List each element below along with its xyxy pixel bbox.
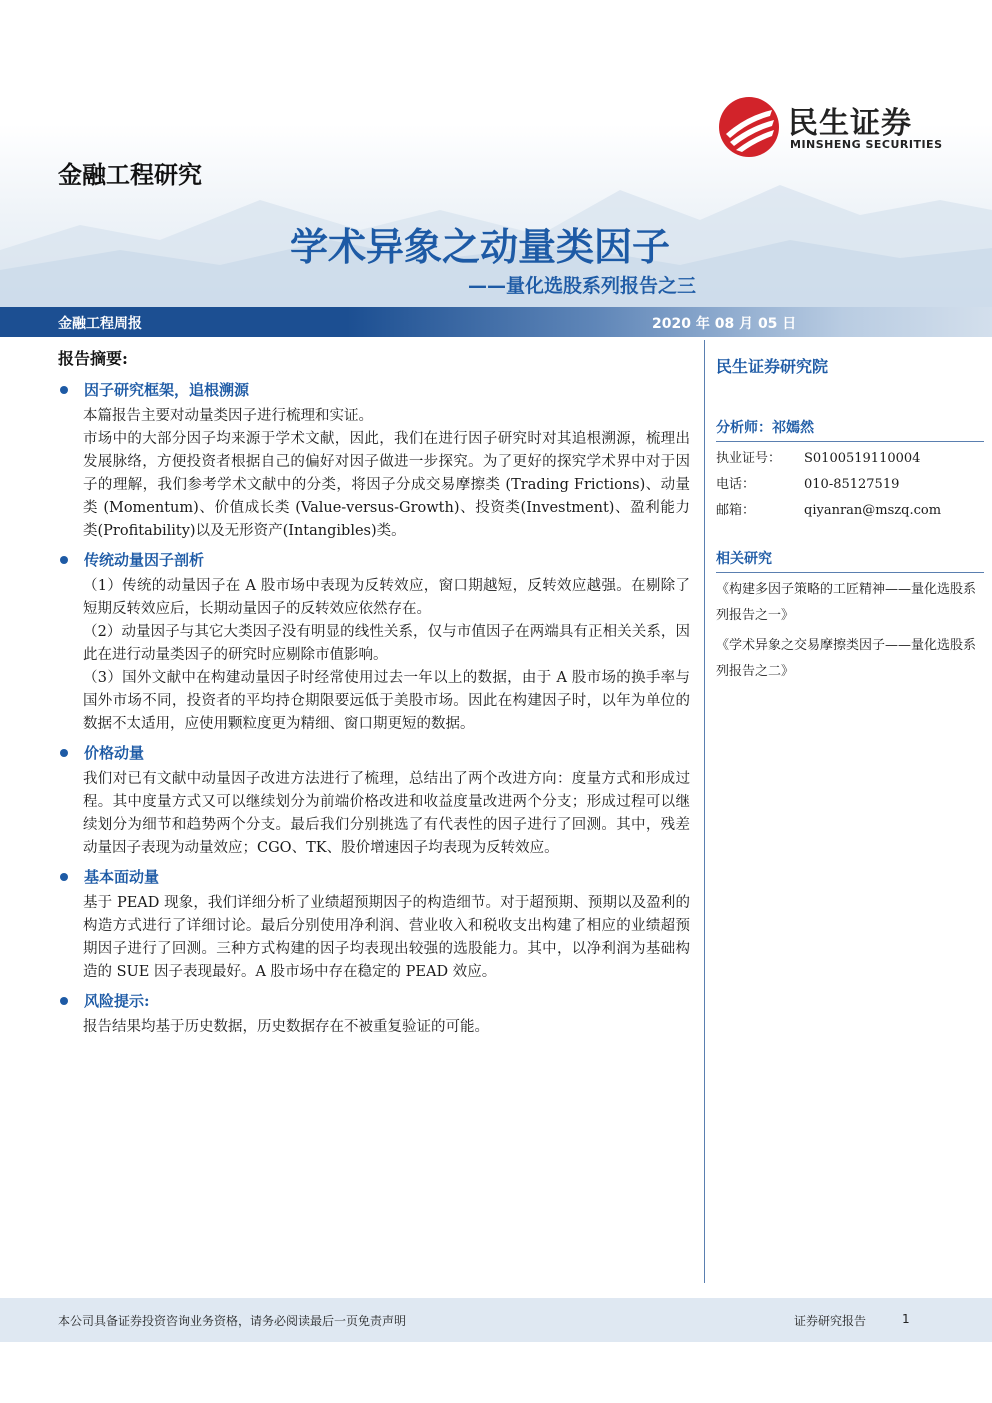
- related-research-item[interactable]: 《学术异象之交易摩擦类因子——量化选股系列报告之二》: [716, 638, 977, 679]
- report-info-bar: [0, 307, 992, 337]
- info-label: 邮箱：: [716, 503, 756, 518]
- logo-chinese-name: 民生证券: [788, 106, 912, 141]
- paragraph: （3）国外文献中在构建动量因子时经常使用过去一年以上的数据，由于 A 股市场的换手率与国外市场不同，投资者的平均持仓期限要远低于美股市场。因此在构建因子时，以年为单位的数据不太适用，应使用颗粒度更为精细、窗口期更短的数据。: [83, 670, 690, 732]
- logo-english-name: MINSHENG SECURITIES: [790, 138, 943, 151]
- email-link[interactable]: qiyanran@mszq.com: [804, 503, 942, 518]
- section-title: 基本面动量: [84, 868, 160, 886]
- footer-label: 证券研究报告: [794, 1314, 867, 1328]
- info-row-email: [716, 502, 984, 520]
- paragraph: 本篇报告主要对动量类因子进行梳理和实证。: [83, 408, 373, 424]
- paragraph: 我们对已有文献中动量因子改进方法进行了梳理，总结出了两个改进方向：度量方式和形成过程。其中度量方式又可以继续划分为前端价格改进和收益度量改进两个分支；形成过程可以继续划分为细节和趋势两个分支。最后我们分别挑选了有代表性的因子进行了回测。其中，残差动量因子表现为动量效应；CGO、TK、股价增速因子均表现为反转效应。: [83, 771, 690, 856]
- analyst-name: 分析师：祁嫣然: [716, 417, 984, 442]
- section-traditional-momentum: [58, 549, 690, 736]
- report-title: 学术异象之动量类因子: [289, 225, 670, 269]
- report-type: 金融工程周报: [58, 316, 142, 332]
- info-label: 电话：: [716, 477, 756, 492]
- info-label: 执业证号：: [716, 451, 782, 466]
- paragraph: （2）动量因子与其它大类因子没有明显的线性关系，仅与市值因子在两端具有正相关关系，因此在进行动量类因子的研究时应剔除市值影响。: [83, 624, 690, 663]
- info-value: S0100519110004: [804, 451, 921, 466]
- department-label: 金融工程研究: [58, 161, 202, 189]
- section-title: 价格动量: [84, 744, 145, 762]
- info-value: 010-85127519: [804, 477, 900, 492]
- section-title: 风险提示:: [84, 992, 150, 1010]
- section-title: 因子研究框架，追根溯源: [84, 381, 250, 399]
- bullet-icon: [60, 997, 68, 1005]
- section-risk-warning: [58, 990, 690, 1039]
- bullet-icon: [60, 386, 68, 394]
- bullet-icon: [60, 556, 68, 564]
- paragraph: 市场中的大部分因子均来源于学术文献，因此，我们在进行因子研究时对其追根溯源，梳理出发展脉络，方便投资者根据自己的偏好对因子做进一步探究。为了更好的探究学术界中对于因子的理解，我们参考学术文献中的分类，将因子分成交易摩擦类 (Trading Frictions)、动量类 (Momentum)、价值成长类 (Value-versus-Growth)、投资类(Investment)、盈利能力类(Profitability)以及无形资产(Intangibles)类。: [83, 431, 690, 539]
- page-number: 1: [902, 1312, 910, 1326]
- related-research-title: 相关研究: [716, 548, 984, 573]
- abstract-column: [58, 340, 690, 1039]
- abstract-title: 报告摘要:: [58, 349, 128, 368]
- page-footer: [0, 1298, 992, 1342]
- footer-disclaimer: 本公司具备证券投资咨询业务资格，请务必阅读最后一页免责声明: [58, 1314, 407, 1328]
- report-date: 2020 年 08 月 05 日: [652, 316, 797, 332]
- bullet-icon: [60, 873, 68, 881]
- section-factor-framework: [58, 379, 690, 543]
- report-subtitle: ——量化选股系列报告之三: [467, 275, 696, 297]
- company-logo: [718, 96, 958, 156]
- info-row-license: [716, 450, 984, 468]
- info-row-phone: [716, 476, 984, 494]
- bullet-icon: [60, 749, 68, 757]
- section-price-momentum: [58, 742, 690, 860]
- paragraph: 报告结果均基于历史数据，历史数据存在不被重复验证的可能。: [83, 1019, 489, 1035]
- sidebar: [716, 354, 984, 685]
- minsheng-logo-icon: [718, 96, 780, 158]
- institute-name: 民生证券研究院: [716, 357, 829, 376]
- related-research-item[interactable]: 《构建多因子策略的工匠精神——量化选股系列报告之一》: [716, 582, 977, 623]
- column-divider: [704, 340, 705, 1283]
- paragraph: （1）传统的动量因子在 A 股市场中表现为反转效应，窗口期越短，反转效应越强。在剔除了短期反转效应后，长期动量因子的反转效应依然存在。: [83, 578, 690, 617]
- section-fundamental-momentum: [58, 866, 690, 984]
- section-title: 传统动量因子剖析: [84, 551, 205, 569]
- paragraph: 基于 PEAD 现象，我们详细分析了业绩超预期因子的构造细节。对于超预期、预期以及盈利的构造方式进行了详细讨论。最后分别使用净利润、营业收入和税收支出构建了相应的业绩超预期因子进行了回测。三种方式构建的因子均表现出较强的选股能力。其中，以净利润为基础构造的 SUE 因子表现最好。A 股市场中存在稳定的 PEAD 效应。: [83, 895, 690, 980]
